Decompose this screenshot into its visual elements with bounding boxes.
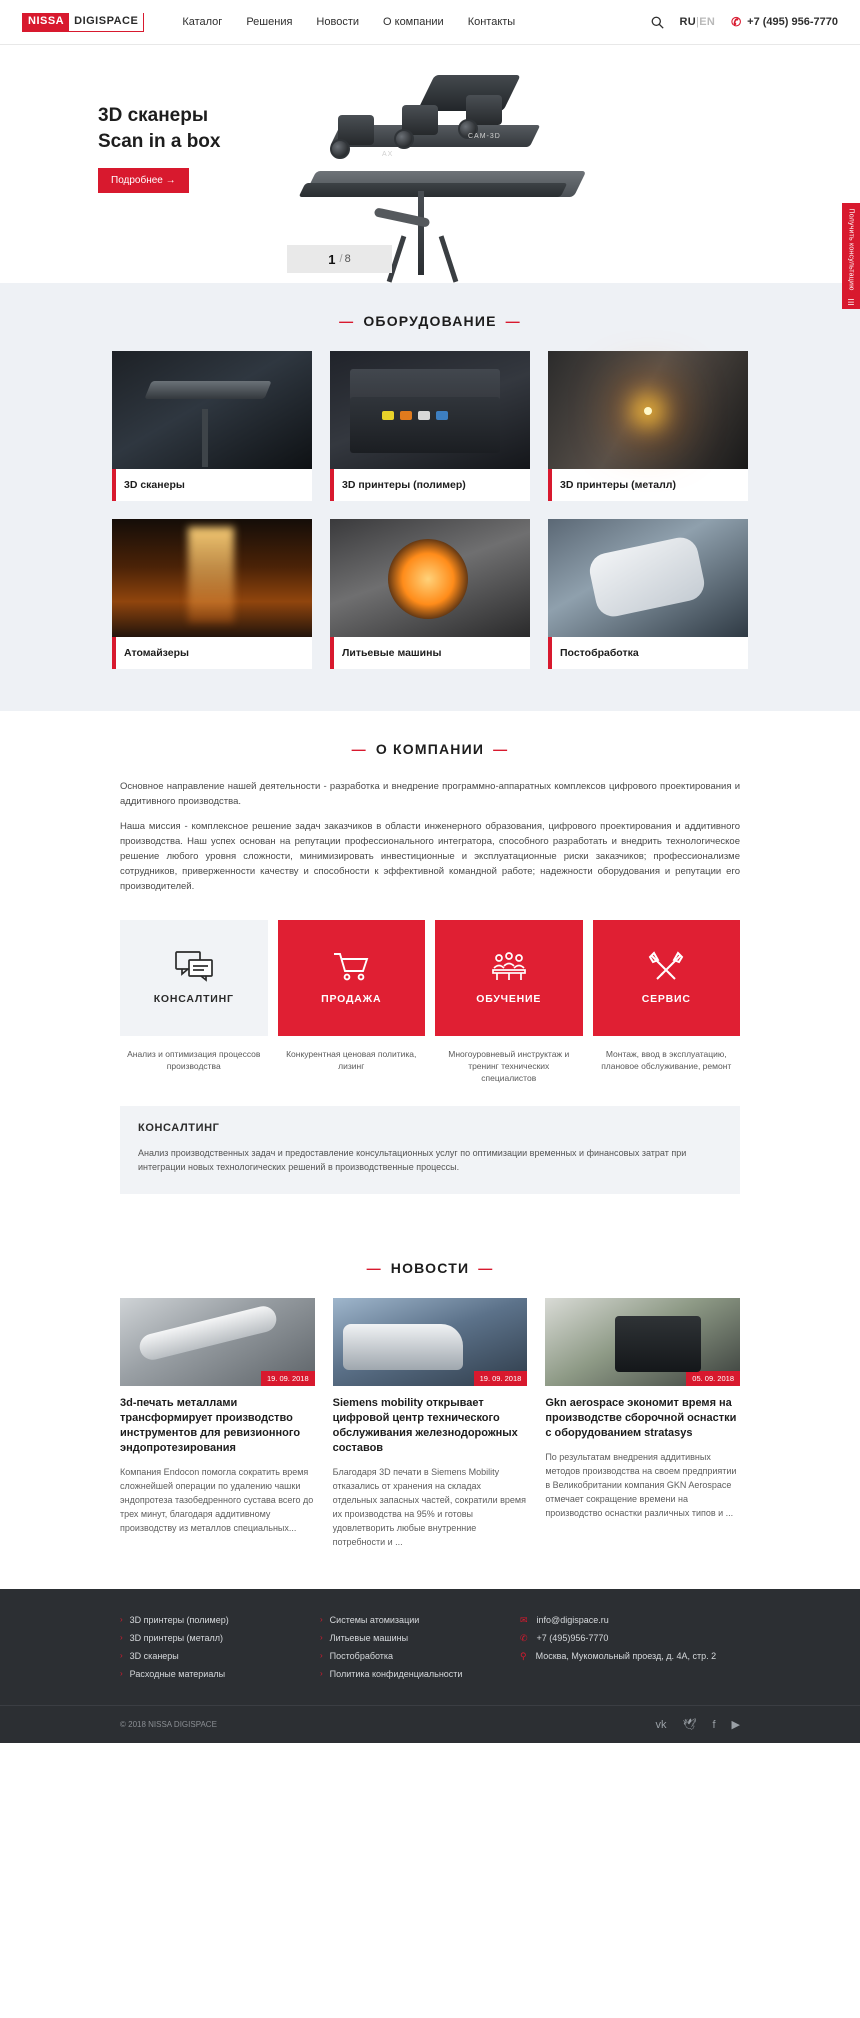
equipment-card-label: 3D принтеры (полимер)	[330, 469, 530, 501]
location-icon: ⚲	[520, 1651, 527, 1661]
about-title-text: О КОМПАНИИ	[375, 741, 485, 757]
nav-item-solutions[interactable]: Решения	[246, 16, 293, 28]
hero-title-line2: Scan in a box	[98, 131, 221, 152]
footer-contact-phone-text: +7 (495)956-7770	[536, 1633, 609, 1643]
about-paragraph-1: Основное направление нашей деятельности - разработка и внедрение программно-аппаратных комплексов цифрового проектирования и аддитивного производства.	[120, 781, 740, 807]
vk-icon[interactable]: vk	[655, 1718, 667, 1731]
equipment-card-label: 3D сканеры	[112, 469, 312, 501]
site-header	[0, 0, 860, 45]
header-phone[interactable]	[731, 15, 838, 29]
footer-link-casting-machines[interactable]	[320, 1629, 520, 1647]
equipment-card-label: Литьевые машины	[330, 637, 530, 669]
news-image	[120, 1298, 315, 1386]
hero-slider	[0, 45, 860, 307]
news-title: Siemens mobility открывает цифровой центр технического обслуживания железнодорожных составов	[332, 1397, 518, 1454]
service-tile-training[interactable]	[435, 920, 583, 1036]
about-paragraph-2: Наша миссия - комплексное решение задач заказчиков в области инженерного образования, цифрового проектирования и аддитивного производства. Наш успех основан на репутации профессионального интегратора, способного разработать и внедрить технологическое решение любого уровня сложности, минимизировать инвестиционные и эксплуатационные риски заказчиков; профессионализме сотрудников, приверженности качеству и способности к эффективной командной работе; надежности оборудования и репутации его производителей.	[120, 821, 740, 892]
chevron-right-icon: ›	[320, 1651, 323, 1660]
chevron-right-icon: ›	[120, 1615, 123, 1624]
chat-icon[interactable]: ☰	[842, 295, 860, 309]
nav-item-news[interactable]: Новости	[316, 16, 360, 28]
main-nav	[182, 16, 515, 28]
footer-link-label: Политика конфиденциальности	[329, 1669, 463, 1679]
footer-column-catalog-1	[120, 1611, 320, 1683]
chevron-right-icon: ›	[320, 1633, 323, 1642]
service-label: СЕРВИС	[641, 993, 691, 1005]
equipment-card-label: 3D принтеры (металл)	[548, 469, 748, 501]
news-title: 3d-печать металлами трансформирует производство инструментов для ревизионного эндопротезирования	[120, 1397, 301, 1454]
title-dash-left: —	[351, 741, 367, 757]
service-label: ОБУЧЕНИЕ	[476, 993, 542, 1005]
service-tile-service[interactable]	[593, 920, 741, 1036]
equipment-section	[0, 283, 860, 711]
news-date: 19. 09. 2018	[474, 1371, 528, 1386]
service-detail-text: Анализ производственных задач и предоставление консультационных услуг по оптимизации временных и финансовых затрат при интеграции новых технологических решений в производственные процессы.	[138, 1148, 687, 1172]
phone-icon: ✆	[520, 1633, 528, 1643]
service-description: Многоуровневый инструктаж и тренинг технических специалистов	[448, 1049, 570, 1083]
news-excerpt: Благодаря 3D печати в Siemens Mobility отказались от хранения на складах отдельных запасных частей, сократили время их производства на 95% и готовы удовлетворить любые внутренние потребности и ...	[332, 1467, 526, 1547]
equipment-card-3d-printers-metal[interactable]	[548, 351, 748, 501]
news-title: Gkn aerospace экономит время на производстве сборочной оснастки с оборудованием stratasys	[545, 1397, 737, 1439]
services-descriptions	[120, 1048, 740, 1084]
slider-separator: /	[339, 253, 343, 265]
about-section	[0, 711, 860, 1230]
site-footer	[0, 1589, 860, 1743]
slider-counter	[287, 245, 392, 273]
language-switcher[interactable]	[680, 16, 716, 28]
equipment-card-3d-printers-polymer[interactable]	[330, 351, 530, 501]
facebook-icon[interactable]: f	[712, 1718, 716, 1731]
chevron-right-icon: ›	[120, 1651, 123, 1660]
equipment-card-image	[112, 519, 312, 637]
device-label-cam3d: CAM-3D	[468, 133, 501, 140]
service-description: Конкурентная ценовая политика, лизинг	[286, 1049, 417, 1071]
equipment-card-image	[330, 519, 530, 637]
copyright-text: © 2018 NISSA DIGISPACE	[120, 1720, 217, 1729]
footer-link-label: 3D принтеры (полимер)	[129, 1615, 229, 1625]
title-dash-left: —	[366, 1260, 382, 1276]
service-label: ПРОДАЖА	[321, 993, 382, 1005]
chevron-right-icon: ›	[320, 1615, 323, 1624]
footer-link-label: Литьевые машины	[329, 1633, 409, 1643]
equipment-card-atomizers[interactable]	[112, 519, 312, 669]
footer-bottom-bar	[0, 1705, 860, 1743]
news-image	[333, 1298, 528, 1386]
news-card[interactable]	[545, 1298, 740, 1549]
title-dash-left: —	[339, 313, 355, 329]
news-image	[545, 1298, 740, 1386]
hero-title-line1: 3D сканеры	[98, 105, 209, 126]
equipment-card-grid	[0, 351, 860, 669]
footer-contact-address	[520, 1647, 720, 1665]
news-card[interactable]	[120, 1298, 315, 1549]
slider-total: 8	[344, 253, 351, 265]
equipment-card-3d-scanners[interactable]	[112, 351, 312, 501]
equipment-card-casting-machines[interactable]	[330, 519, 530, 669]
lang-ru[interactable]: RU	[679, 16, 697, 28]
twitter-icon[interactable]: 🕊	[682, 1719, 697, 1731]
youtube-icon[interactable]: ▶	[731, 1719, 740, 1731]
title-dash-right: —	[478, 1260, 494, 1276]
title-dash-right: —	[493, 741, 509, 757]
device-label-ax: AX	[382, 151, 394, 158]
nav-item-catalog[interactable]: Каталог	[182, 16, 223, 28]
footer-link-label: Постобработка	[329, 1651, 394, 1661]
footer-column-contacts	[520, 1611, 720, 1683]
equipment-title-text: ОБОРУДОВАНИЕ	[363, 313, 497, 329]
footer-contact-address-text: Москва, Мукомольный проезд, д. 4А, стр. 2	[535, 1651, 717, 1661]
logo-text-left: NISSA	[23, 13, 69, 31]
header-phone-number: +7 (495) 956-7770	[747, 16, 838, 28]
news-title-text: НОВОСТИ	[390, 1260, 470, 1276]
equipment-card-label: Атомайзеры	[112, 637, 312, 669]
slider-current: 1	[328, 251, 336, 267]
hero-more-button[interactable]: Подробнее →	[98, 168, 189, 193]
equipment-card-image	[112, 351, 312, 469]
footer-link-3d-scanners[interactable]	[120, 1647, 320, 1665]
service-label: КОНСАЛТИНГ	[153, 993, 234, 1005]
news-section	[0, 1230, 860, 1589]
logo-text-right: DIGISPACE	[69, 13, 143, 31]
footer-link-consumables[interactable]	[120, 1665, 320, 1683]
site-logo[interactable]	[22, 13, 144, 32]
footer-link-label: 3D принтеры (металл)	[129, 1633, 223, 1643]
footer-column-catalog-2	[320, 1611, 520, 1683]
news-section-title	[0, 1230, 860, 1298]
footer-link-3d-printers-polymer[interactable]	[120, 1611, 320, 1629]
footer-link-atomization-systems[interactable]	[320, 1611, 520, 1629]
lang-separator: |	[696, 16, 700, 28]
mail-icon: ✉	[520, 1615, 528, 1625]
footer-link-label: Системы атомизации	[329, 1615, 420, 1625]
news-grid	[120, 1298, 740, 1549]
shopping-cart-icon	[332, 951, 370, 981]
equipment-card-image	[548, 351, 748, 469]
news-excerpt: Компания Endocon помогла сократить время сложнейшей операции по удалению чашки эндопротеза тазобедренного сустава всего до трех минут, благодаря аддитивному производству из металлов специальных...	[120, 1467, 314, 1533]
social-links	[656, 1718, 741, 1731]
search-icon[interactable]	[651, 16, 664, 29]
chevron-right-icon: ›	[120, 1669, 123, 1678]
about-section-title	[0, 711, 860, 779]
footer-link-privacy-policy[interactable]	[320, 1665, 520, 1683]
service-detail-panel	[120, 1106, 740, 1194]
footer-contact-email-text: info@digispace.ru	[536, 1615, 609, 1625]
footer-contact-email[interactable]	[520, 1611, 720, 1629]
footer-link-3d-printers-metal[interactable]	[120, 1629, 320, 1647]
lang-en[interactable]: EN	[699, 16, 716, 28]
chevron-right-icon: ›	[120, 1633, 123, 1642]
news-card[interactable]	[333, 1298, 528, 1549]
equipment-section-title	[0, 283, 860, 351]
header-utilities	[651, 15, 838, 29]
service-detail-title: КОНСАЛТИНГ	[138, 1122, 220, 1134]
speech-bubbles-icon	[175, 951, 213, 981]
title-dash-right: —	[505, 313, 521, 329]
equipment-card-post-processing[interactable]	[548, 519, 748, 669]
services-grid	[120, 920, 740, 1036]
consultation-side-tab-label: Получить консультацию	[847, 207, 855, 291]
about-description	[120, 779, 740, 894]
training-icon	[490, 951, 528, 981]
footer-contact-phone[interactable]	[520, 1629, 720, 1647]
consultation-side-tab[interactable]	[842, 203, 860, 295]
equipment-card-image	[330, 351, 530, 469]
service-tile-sales[interactable]	[278, 920, 426, 1036]
chevron-right-icon: ›	[320, 1669, 323, 1678]
footer-link-post-processing[interactable]	[320, 1647, 520, 1665]
tools-icon	[647, 951, 685, 981]
news-date: 05. 09. 2018	[686, 1371, 740, 1386]
service-description: Монтаж, ввод в эксплуатацию, плановое обслуживание, ремонт	[601, 1049, 732, 1071]
phone-icon: ✆	[731, 15, 742, 29]
nav-item-about[interactable]: О компании	[383, 16, 444, 28]
news-excerpt: По результатам внедрения аддитивных методов производства на своем предприятии в Великобритании компания GKN Aerospace отмечает сокращение времени на производство оснастки различных типов и ...	[545, 1452, 737, 1518]
nav-item-contacts[interactable]: Контакты	[467, 16, 516, 28]
service-tile-consulting[interactable]	[120, 920, 268, 1036]
equipment-card-image	[548, 519, 748, 637]
equipment-card-label: Постобработка	[548, 637, 748, 669]
service-description: Анализ и оптимизация процессов производства	[127, 1049, 261, 1071]
printer-spools	[382, 411, 448, 420]
footer-link-label: Расходные материалы	[129, 1669, 226, 1679]
news-date: 19. 09. 2018	[261, 1371, 315, 1386]
footer-link-label: 3D сканеры	[129, 1651, 179, 1661]
